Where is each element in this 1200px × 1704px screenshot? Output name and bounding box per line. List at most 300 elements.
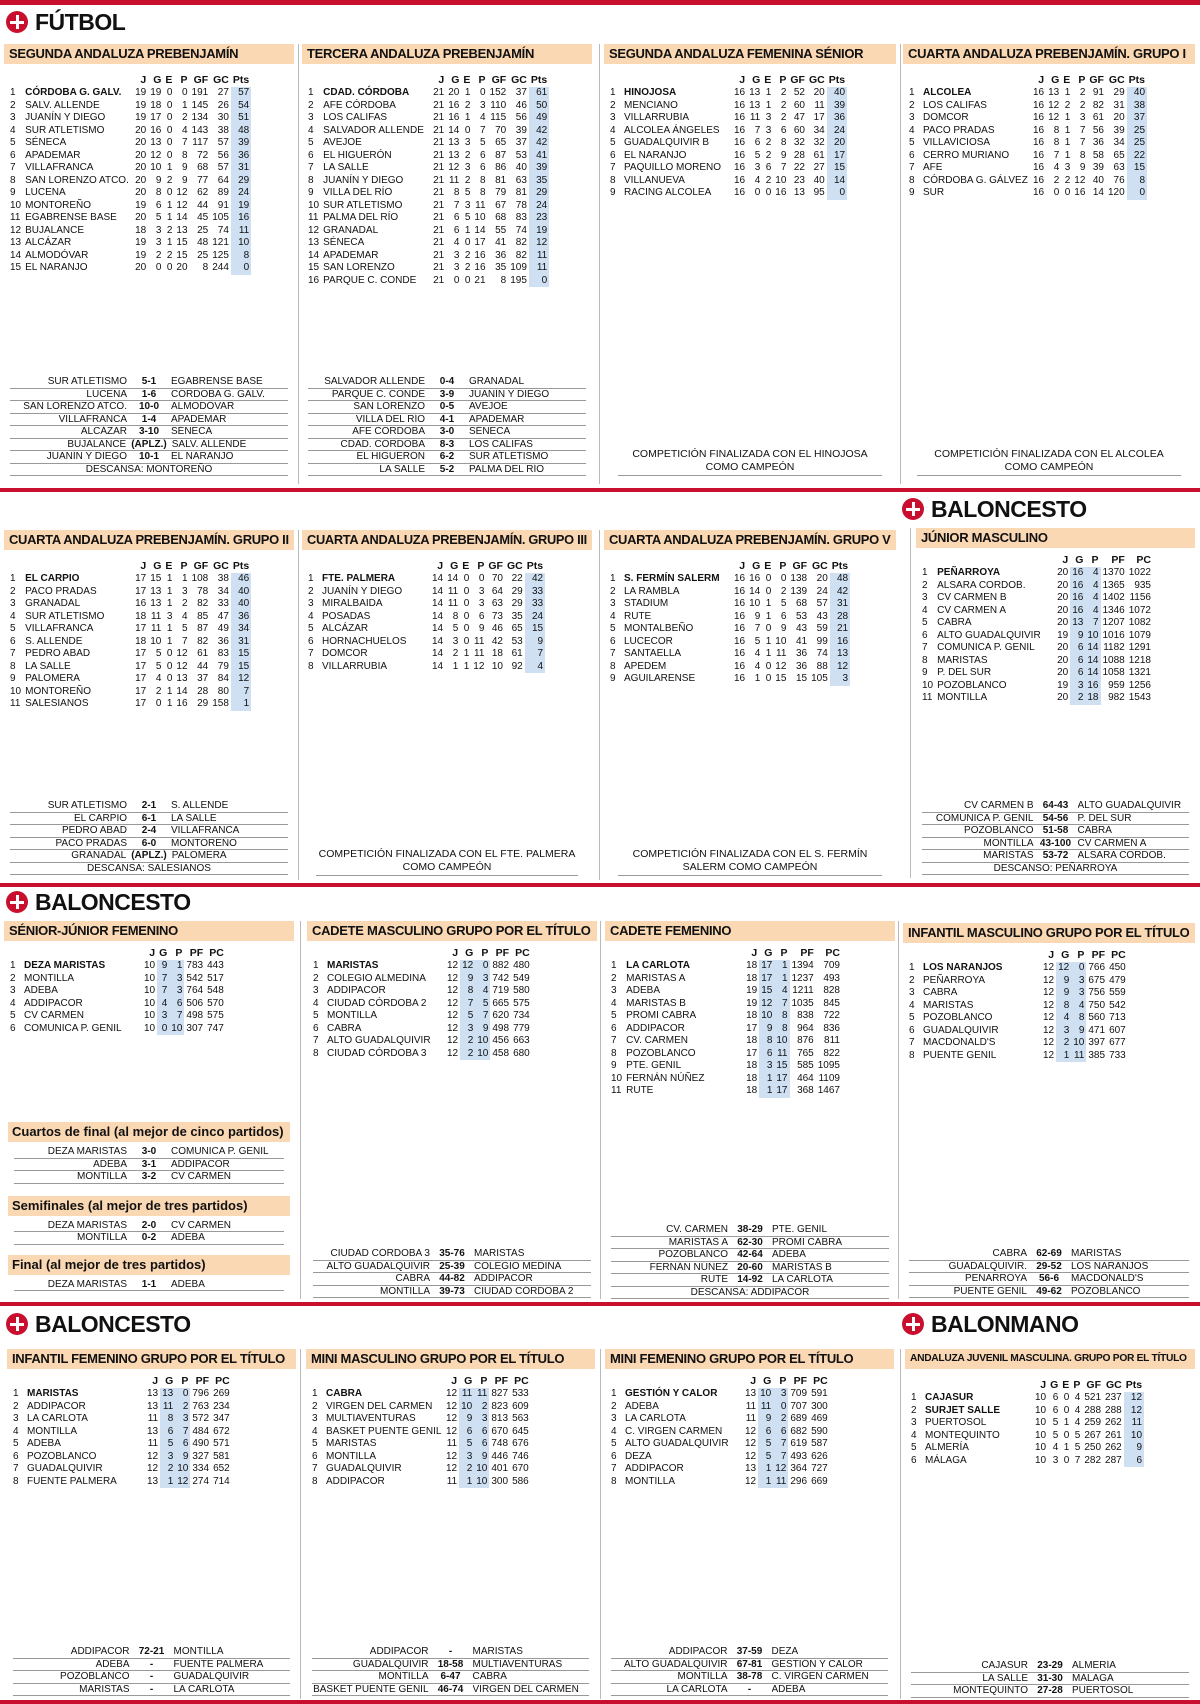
team-name: MONTOREÑO <box>25 199 92 211</box>
column-header: E <box>463 73 471 86</box>
column-header: PC <box>215 1374 230 1387</box>
standings-table <box>8 558 251 711</box>
result-row <box>14 1146 284 1159</box>
stat-cell: 20 <box>135 187 147 199</box>
stat-cell: 827 <box>491 1388 509 1400</box>
away-team: MULTIAVENTURAS <box>472 1658 563 1670</box>
position: 3 <box>308 112 314 124</box>
stat-cell: 78 <box>515 199 527 211</box>
stat-cell: 21 <box>433 187 445 199</box>
stat-cell: 0 <box>1071 962 1086 975</box>
stat-cell: 16 <box>1033 149 1045 161</box>
stat-cell: 10 <box>144 985 156 997</box>
score: 3-0 <box>141 1146 157 1157</box>
column-header: P <box>1077 948 1085 961</box>
away-team: PALMA DEL RÍO <box>469 463 545 475</box>
column-header: GC <box>812 559 828 572</box>
stat-cell: 620 <box>492 1010 510 1022</box>
stat-cell: 12 <box>231 673 251 686</box>
stat-cell: 12 <box>1043 987 1055 999</box>
team-name: BUJALANCE <box>25 224 85 236</box>
stat-cell: 5 <box>754 149 761 161</box>
team-name: ADEBA <box>626 985 661 997</box>
stat-cell: 8 <box>155 187 162 199</box>
stat-cell: 1156 <box>1129 592 1151 604</box>
team-name: ADEBA <box>625 1400 659 1412</box>
stat-cell: 6 <box>453 212 460 224</box>
stat-cell: 16 <box>734 162 746 174</box>
stat-cell: 11 <box>447 598 459 610</box>
position: 6 <box>313 1022 319 1034</box>
away-team: VIRGEN DEL CARMEN <box>472 1683 579 1695</box>
stat-cell: 64 <box>491 585 503 597</box>
stat-cell: 9 <box>181 162 188 174</box>
team-name: COMUNICA P. GENIL <box>24 1022 122 1034</box>
stat-cell: 9 <box>1124 1442 1144 1455</box>
stat-cell: 13 <box>147 1425 159 1437</box>
stat-cell: 20 <box>135 174 147 186</box>
stat-cell: 3 <box>453 262 460 274</box>
position: 6 <box>10 1022 16 1034</box>
stat-cell: 61 <box>529 87 549 100</box>
stat-cell: 262 <box>1105 1417 1122 1429</box>
table-row <box>609 1048 842 1061</box>
stat-cell: 1207 <box>1102 617 1125 629</box>
team-name: VILLARRUBIA <box>624 112 690 124</box>
stat-cell: 15 <box>761 985 773 997</box>
result-row <box>10 813 288 826</box>
home-team: PEDRO ABAD <box>61 825 127 836</box>
away-team: LA CARLOTA <box>173 1683 235 1695</box>
stat-cell: 1467 <box>817 1085 840 1097</box>
position: 4 <box>909 999 915 1011</box>
stat-cell: 12 <box>1048 112 1060 124</box>
position: 9 <box>909 187 915 199</box>
stat-cell: 53 <box>795 610 808 622</box>
position: 11 <box>10 698 21 710</box>
stat-cell: 7 <box>1079 137 1086 149</box>
table-row <box>8 661 251 674</box>
stat-cell: 50 <box>529 100 549 113</box>
stat-cell: 12 <box>1043 1024 1055 1036</box>
table-row <box>8 200 251 213</box>
panel-title: INFANTIL MASCULINO GRUPO POR EL TÍTULO <box>903 923 1195 943</box>
stat-cell: 10 <box>144 1010 156 1022</box>
stat-cell: 67 <box>495 199 507 211</box>
result-row <box>611 1224 889 1237</box>
score: (APLZ.) <box>131 850 167 861</box>
stat-cell: 9 <box>157 960 169 973</box>
stat-cell: 20 <box>1057 567 1069 579</box>
score: 3-9 <box>439 388 455 400</box>
stat-cell: 7 <box>754 623 761 635</box>
stat-cell: 47 <box>793 112 805 124</box>
stat-cell: 1058 <box>1102 667 1125 679</box>
stat-cell: 49 <box>217 623 229 635</box>
table-row <box>306 262 549 275</box>
stat-cell: 288 <box>1084 1404 1102 1416</box>
stat-cell: 12 <box>176 648 188 660</box>
stat-cell: 8 <box>479 187 486 199</box>
stat-cell: 4 <box>1085 605 1100 618</box>
stat-cell: 12 <box>1043 962 1055 974</box>
stat-cell: 11 <box>745 1413 757 1425</box>
team-name: FERNÁN NÚÑEZ <box>626 1072 705 1084</box>
position: 8 <box>10 660 16 672</box>
home-team: CABRA <box>992 1248 1027 1259</box>
stat-cell: 669 <box>811 1475 828 1487</box>
stat-cell: 560 <box>1088 1012 1106 1024</box>
stat-cell: 645 <box>512 1425 529 1437</box>
stat-cell: 16 <box>1072 579 1084 591</box>
stat-cell: 0 <box>464 124 471 136</box>
stat-cell: 677 <box>1109 1037 1126 1049</box>
stat-cell: 82 <box>197 635 209 647</box>
stat-cell: 63 <box>515 174 527 186</box>
stat-cell: 1 <box>1064 137 1071 149</box>
table-row <box>609 1438 830 1451</box>
table-row <box>8 623 251 636</box>
home-team: GUADALQUIVIR. <box>948 1260 1027 1272</box>
team-name: CDAD. CÓRDOBA <box>323 87 410 99</box>
column-divider <box>600 921 601 1299</box>
stat-cell: 12 <box>447 972 459 984</box>
team-name: MONTILLA <box>326 1450 377 1462</box>
position: 4 <box>312 1425 318 1437</box>
score: 54-56 <box>1042 812 1069 824</box>
team-name: AGUILARENSE <box>624 673 696 685</box>
stat-cell: 21 <box>830 623 850 636</box>
stat-cell: 5 <box>479 137 486 149</box>
stat-cell: 10 <box>177 1463 189 1475</box>
stat-cell: 709 <box>823 960 840 972</box>
team-name: CABRA <box>326 1388 363 1400</box>
stat-cell: 6 <box>169 998 184 1011</box>
column-header: J <box>739 73 746 86</box>
stat-cell: 40 <box>813 174 825 186</box>
team-name: LUCECOR <box>624 635 673 647</box>
table-row <box>909 1405 1144 1418</box>
away-team: MONTOREÑO <box>171 837 237 849</box>
stat-cell: 15 <box>150 573 162 585</box>
team-name: MONTILLA <box>937 692 988 704</box>
score: 3-0 <box>439 426 455 437</box>
stat-cell: 17 <box>761 960 773 972</box>
result-row <box>312 1659 589 1672</box>
stat-cell: 12 <box>462 960 474 972</box>
team-name: PARQUE C. CONDE <box>323 274 417 286</box>
stat-cell: 74 <box>515 224 527 236</box>
stat-cell: 10 <box>1035 1442 1047 1454</box>
position: 4 <box>611 997 617 1009</box>
stat-cell: 0 <box>155 698 162 710</box>
position: 1 <box>611 960 617 972</box>
panel-title: CUARTA ANDALUZA PREBENJAMÍN. GRUPO V <box>604 530 896 550</box>
table-row <box>608 623 850 636</box>
position: 1 <box>909 962 915 974</box>
standings-table <box>306 72 549 287</box>
stat-cell: 12 <box>150 149 162 161</box>
stat-cell: 18 <box>1087 692 1099 704</box>
team-name: STADIUM <box>624 598 669 610</box>
column-header: GF <box>1086 1378 1102 1391</box>
column-header: J <box>438 73 445 86</box>
stat-cell: 3 <box>1052 1454 1059 1466</box>
away-team: COMUNICA P. GENIL <box>171 1146 269 1157</box>
home-team: CV CARMEN B <box>964 800 1034 811</box>
position: 9 <box>10 187 16 199</box>
stat-cell: 11 <box>448 174 460 186</box>
stat-cell: 1 <box>765 635 772 647</box>
stat-cell: 18 <box>135 610 147 622</box>
column-header: PF <box>494 1374 509 1387</box>
stat-cell: 498 <box>492 1022 510 1034</box>
stat-cell: 828 <box>823 985 840 997</box>
stat-cell: 10 <box>144 960 156 972</box>
stat-cell: 26 <box>217 99 229 111</box>
position: 2 <box>611 1400 617 1412</box>
stat-cell: 471 <box>1088 1024 1106 1036</box>
stat-cell: 83 <box>515 212 527 224</box>
stat-cell: 6 <box>1070 655 1085 668</box>
stat-cell: 21 <box>433 124 445 136</box>
column-header: G <box>451 73 460 86</box>
stat-cell: 8 <box>774 1010 789 1023</box>
competition-note: COMPETICIÓN FINALIZADA CON EL ALCOLEA COMO CAMPEÓN <box>917 448 1181 476</box>
stat-cell: 152 <box>489 87 507 99</box>
stat-cell: 21 <box>433 174 445 186</box>
stat-cell: 13 <box>147 1388 159 1400</box>
stat-cell: 16 <box>1033 124 1045 136</box>
score: 25-39 <box>439 1260 465 1272</box>
stat-cell: 10 <box>491 660 503 672</box>
stat-cell: 458 <box>492 1047 510 1059</box>
stat-cell: 1 <box>166 598 173 610</box>
stat-cell: 1 <box>166 212 173 224</box>
stat-cell: 1 <box>758 1476 773 1489</box>
column-header: E <box>1063 73 1071 86</box>
stat-cell: 675 <box>1088 974 1106 986</box>
stat-cell: 5 <box>1052 1429 1059 1441</box>
stat-cell: 746 <box>512 1450 529 1462</box>
standings-table <box>608 558 850 686</box>
result-row <box>909 1261 1189 1274</box>
column-header: E <box>462 559 470 572</box>
stat-cell: 10 <box>171 1022 183 1034</box>
stat-cell: 11 <box>474 648 485 660</box>
team-name: VILLAVICIOSA <box>923 137 991 149</box>
stat-cell: 36 <box>231 150 251 163</box>
team-name: PROMI CABRA <box>626 1010 697 1022</box>
table-row <box>909 1442 1144 1455</box>
stat-cell: 36 <box>795 648 808 660</box>
table-row <box>11 1401 232 1414</box>
score: - <box>149 1658 154 1670</box>
plus-ball-icon <box>6 891 28 913</box>
result-row <box>10 376 288 389</box>
team-name: CABRA <box>937 617 972 629</box>
away-team: SALV. ALLENDE <box>171 438 247 450</box>
stat-cell: 19 <box>1057 679 1069 691</box>
stat-cell: 99 <box>816 635 828 647</box>
stat-cell: 88 <box>816 660 828 672</box>
stat-cell: 559 <box>1109 987 1126 999</box>
column-header: J <box>750 1374 757 1387</box>
stat-cell: 29 <box>511 585 523 597</box>
stat-cell: 0 <box>231 262 251 275</box>
position: 15 <box>308 262 320 274</box>
stat-cell: 18 <box>746 1035 758 1047</box>
stat-cell: 17 <box>135 623 147 635</box>
result-row <box>312 1684 589 1697</box>
team-name: ALCÁZAR <box>322 623 369 635</box>
stat-cell: 11 <box>474 635 485 647</box>
column-header: J <box>451 1374 458 1387</box>
stat-cell: 8 <box>774 1023 789 1036</box>
panel-title: SEGUNDA ANDALUZA PREBENJAMÍN <box>4 44 294 64</box>
column-header: J <box>152 1374 159 1387</box>
position: 2 <box>313 972 319 984</box>
stat-cell: 764 <box>186 985 204 997</box>
column-divider <box>298 530 299 880</box>
stat-cell: 964 <box>797 1022 814 1034</box>
stat-cell: 733 <box>1109 1049 1126 1061</box>
stat-cell: 16 <box>775 187 787 199</box>
away-team: P. DEL SUR <box>1077 812 1132 824</box>
stat-cell: 12 <box>1043 999 1055 1011</box>
column-divider <box>900 1349 901 1699</box>
table-row <box>608 137 847 150</box>
column-header: PF <box>800 946 814 959</box>
stat-cell: 1109 <box>818 1072 840 1084</box>
stat-cell: 1082 <box>1128 617 1151 629</box>
stat-cell: 722 <box>823 1010 840 1022</box>
position: 7 <box>13 1463 19 1475</box>
stat-cell: 12 <box>1043 974 1055 986</box>
stat-cell: 3 <box>1071 987 1086 1000</box>
stat-cell: 42 <box>491 635 503 647</box>
stat-cell: 18 <box>746 1010 758 1022</box>
table-row <box>920 680 1153 693</box>
stat-cell: 7 <box>175 1426 190 1439</box>
stat-cell: 32 <box>813 137 825 149</box>
score: - <box>448 1646 453 1657</box>
home-team: GRANADAL <box>71 850 127 861</box>
team-name: MONTOREÑO <box>25 685 92 697</box>
away-team: APADEMAR <box>469 413 525 425</box>
stat-cell: 4 <box>479 112 486 124</box>
column-divider <box>599 44 600 484</box>
stat-cell: 670 <box>491 1425 509 1437</box>
stat-cell: 563 <box>512 1413 529 1425</box>
stat-cell: 5 <box>460 1010 475 1023</box>
column-header: Pts <box>526 559 544 572</box>
position: 15 <box>10 262 22 274</box>
table-row <box>11 1476 232 1489</box>
table-row <box>608 598 850 611</box>
stat-cell: 2 <box>780 585 787 597</box>
column-header: P <box>779 1374 787 1387</box>
stat-cell: 6 <box>474 1438 489 1451</box>
stat-cell: 3 <box>478 585 485 597</box>
score: 53-72 <box>1042 850 1069 861</box>
stat-cell: 2 <box>1070 692 1085 705</box>
stat-cell: 86 <box>495 162 507 174</box>
team-name: MONTILLA <box>625 1475 676 1487</box>
score: 38-78 <box>736 1671 763 1682</box>
table-row <box>609 1463 830 1476</box>
stat-cell: 16 <box>734 635 746 647</box>
away-team: S. ALLENDE <box>171 800 229 811</box>
stat-cell: 6 <box>459 1426 474 1439</box>
section-baloncesto-1 <box>902 495 1087 523</box>
stat-cell: 21 <box>433 224 445 236</box>
team-name: DEZA MARISTAS <box>24 960 106 972</box>
table-row <box>608 573 850 586</box>
stat-cell: 13 <box>1048 87 1060 99</box>
score: 3-1 <box>141 1158 157 1170</box>
stat-cell: 14 <box>448 124 460 136</box>
stat-cell: 17 <box>135 685 147 697</box>
away-team: CV CARMEN <box>171 1219 232 1231</box>
stat-cell: 21 <box>433 162 445 174</box>
away-team: MONTILLA <box>173 1646 224 1657</box>
stat-cell: 57 <box>231 87 251 100</box>
home-team: DEZA MARISTAS <box>47 1219 127 1231</box>
team-name: MARISTAS <box>326 1438 377 1450</box>
stat-cell: 4 <box>1052 1442 1059 1454</box>
column-header: G <box>752 559 761 572</box>
column-header: P <box>175 946 183 959</box>
team-name: AFE CÓRDOBA <box>323 99 396 111</box>
table-row <box>907 987 1128 1000</box>
stat-cell: 18 <box>746 960 758 972</box>
stat-cell: 4 <box>754 648 761 660</box>
stat-cell: 36 <box>231 611 251 624</box>
stat-cell: 14 <box>432 598 444 610</box>
stat-cell: 63 <box>1113 162 1125 174</box>
stat-cell: 845 <box>823 997 840 1009</box>
stat-cell: 3 <box>464 162 471 174</box>
team-name: EGABRENSE BASE <box>25 212 117 224</box>
table-row <box>608 87 847 100</box>
stat-cell: 38 <box>217 573 229 585</box>
team-name: POZOBLANCO <box>626 1047 696 1059</box>
away-team: PTE. GENIL <box>772 1224 828 1235</box>
table-row <box>608 150 847 163</box>
stat-cell: 29 <box>1113 87 1125 99</box>
playoff-stages <box>8 1118 290 1297</box>
team-name: ALTO GUADALQUIVIR <box>625 1438 729 1450</box>
stat-cell: 1 <box>1064 87 1071 99</box>
table-row <box>310 1438 531 1451</box>
stat-cell: 2 <box>155 685 162 697</box>
table-row <box>907 1037 1128 1050</box>
stat-cell: 16 <box>734 137 746 149</box>
home-team: SALVADOR ALLENDE <box>324 376 425 387</box>
stat-cell: 31 <box>231 162 251 175</box>
stat-cell: 385 <box>1088 1049 1106 1061</box>
position: 3 <box>13 1413 19 1425</box>
table-row <box>8 175 251 188</box>
stat-cell: 19 <box>529 225 549 238</box>
stat-cell: 2 <box>1079 87 1086 99</box>
home-team: MARISTAS A <box>668 1236 728 1248</box>
stat-cell: 21 <box>433 99 445 111</box>
result-row <box>922 800 1189 813</box>
stat-cell: 79 <box>495 187 507 199</box>
stat-cell: 58 <box>1092 149 1104 161</box>
